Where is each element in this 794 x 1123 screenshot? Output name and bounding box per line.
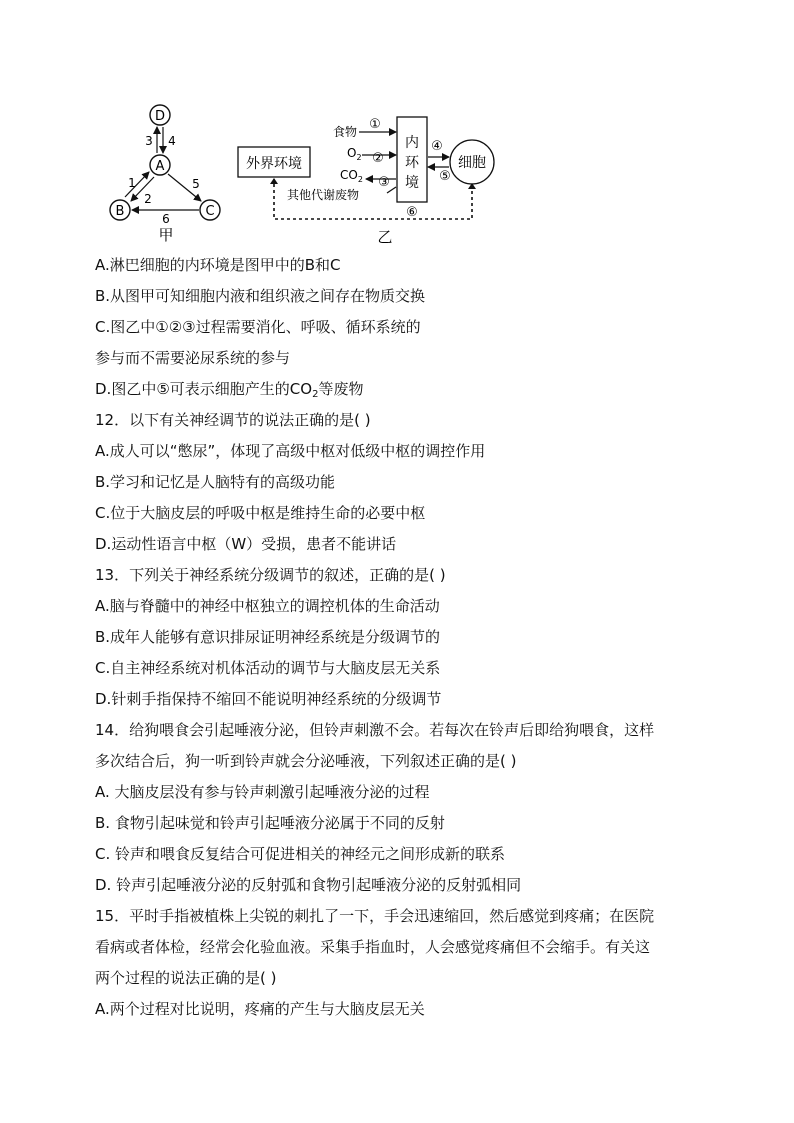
q15-stem-line3: 两个过程的说法正确的是( ) [95,969,277,987]
node-d-label: D [154,109,166,124]
inner-env-char-2: 环 [405,155,419,171]
arrow-num-6: 6 [162,212,170,226]
inner-env-char-1: 内 [405,135,419,151]
q11-option-d-pre: D.图乙中⑤可表示细胞产生的CO [95,380,313,398]
arrow-num-3: 3 [145,134,153,148]
o2-main: O [347,146,357,160]
q14-stem-line1: 14．给狗喂食会引起唾液分泌，但铃声刺激不会。若每次在铃声后即给狗喂食，这样 [95,721,655,739]
circle-num-3: ③ [378,175,390,190]
q14-option-b: B. 食物引起味觉和铃声引起唾液分泌属于不同的反射 [95,814,445,832]
q11-option-d-post: 等废物 [318,380,364,398]
node-b-label: B [115,204,125,219]
q12-stem: 12．以下有关神经调节的说法正确的是( ) [95,411,371,429]
q13-option-b: B.成年人能够有意识排尿证明神经系统是分级调节的 [95,628,441,646]
caption-yi: 乙 [377,228,393,246]
inner-env-char-3: 境 [405,175,419,191]
question-text [95,250,715,1025]
co2-label [340,168,363,184]
q12-option-c: C.位于大脑皮层的呼吸中枢是维持生命的必要中枢 [95,504,426,522]
q11-option-c-line1: C.图乙中①②③过程需要消化、呼吸、循环系统的 [95,318,421,336]
cell-label: 细胞 [458,155,486,171]
circle-num-6: ⑥ [406,205,418,220]
co2-main: CO [340,168,358,182]
arrow-num-5: 5 [192,177,200,191]
q14-option-a: A. 大脑皮层没有参与铃声刺激引起唾液分泌的过程 [95,783,430,801]
q14-stem-line2: 多次结合后，狗一听到铃声就会分泌唾液，下列叙述正确的是( ) [95,752,517,770]
q11-option-b: B.从图甲可知细胞内液和组织液之间存在物质交换 [95,287,426,305]
q12-option-d: D.运动性语言中枢（W）受损，患者不能讲话 [95,535,397,553]
dashed-arrowhead-outer [270,178,278,184]
outer-env-label: 外界环境 [246,156,302,172]
diagram-jia [110,105,220,244]
circle-num-1: ① [369,117,381,132]
q14-option-d: D. 铃声引起唾液分泌的反射弧和食物引起唾液分泌的反射弧相同 [95,876,522,894]
q11-option-a: A.淋巴细胞的内环境是图甲中的B和C [95,256,341,274]
circle-num-5: ⑤ [439,169,451,184]
arrow-num-2: 2 [144,192,152,206]
q15-stem-line1: 15．平时手指被植株上尖锐的刺扎了一下，手会迅速缩回，然后感觉到疼痛；在医院 [95,907,655,925]
o2-label [347,146,362,162]
waste-label: 其他代谢废物 [287,188,360,202]
q12-option-b: B.学习和记忆是人脑特有的高级功能 [95,473,336,491]
q11-option-d-sub: 2 [312,389,319,400]
q13-option-a: A.脑与脊髓中的神经中枢独立的调控机体的生命活动 [95,597,440,615]
circle-num-4: ④ [431,139,443,154]
q13-option-d: D.针刺手指保持不缩回不能说明神经系统的分级调节 [95,690,442,708]
q13-stem: 13．下列关于神经系统分级调节的叙述，正确的是( ) [95,566,446,584]
circle-num-2: ② [372,151,384,166]
food-label: 食物 [333,125,358,139]
node-a-label: A [155,159,165,174]
diagram-yi [238,117,494,246]
q14-option-c: C. 铃声和喂食反复结合可促进相关的神经元之间形成新的联系 [95,845,506,863]
q11-option-d [95,374,715,405]
node-c-label: C [205,204,215,219]
figure-jia-yi [100,95,510,250]
q11-option-c-line2: 参与而不需要泌尿系统的参与 [95,349,291,367]
caption-jia: 甲 [158,226,174,244]
q15-stem-line2: 看病或者体检，经常会化验血液。采集手指血时，人会感觉疼痛但不会缩手。有关这 [95,938,651,956]
q13-option-c: C.自主神经系统对机体活动的调节与大脑皮层无关系 [95,659,441,677]
q15-option-a: A.两个过程对比说明，疼痛的产生与大脑皮层无关 [95,1000,425,1018]
co2-sub: 2 [357,175,363,184]
q12-option-a: A.成人可以“憋尿”，体现了高级中枢对低级中枢的调控作用 [95,442,486,460]
o2-sub: 2 [356,153,362,162]
arrow-num-1: 1 [128,176,136,190]
arrow-num-4: 4 [168,134,176,148]
